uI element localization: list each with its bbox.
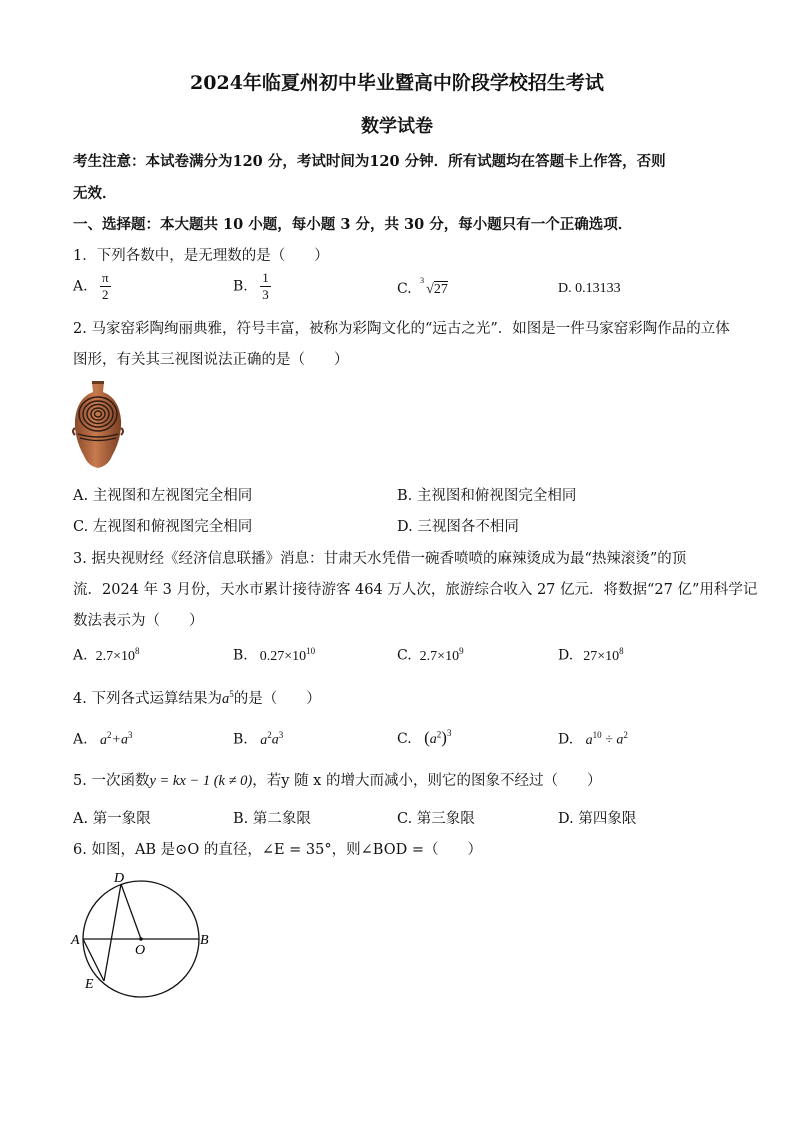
notice-line-1: 考生注意：本试卷满分为120 分，考试时间为120 分钟．所有试题均在答题卡上作答，否则 [73,153,666,170]
q4-stem: 4. 下列各式运算结果为$a^5$的是（ ） [73,689,321,707]
q4-option-c: C. $(a^2)^3$ [397,728,452,747]
notice-line-2: 无效． [73,185,117,202]
q3-stem-line-2: 流．2024 年 3 月份，天水市累计接待游客 464 万人次，旅游综合收入 27 亿元．将数据“27 亿”用科学记 [73,582,758,598]
q2-option-a: A. 主视图和左视图完全相同 [73,488,253,504]
q3-option-d: D. $27\times 10^8$ [558,646,624,664]
q1-option-a: A. $\frac{\pi}{2}$ [73,270,109,302]
q3-stem-line-1: 3. 据央视财经《经济信息联播》消息：甘肃天水凭借一碗香喷喷的麻辣烫成为最“热辣滚烫”的顶 [73,551,687,567]
q5-option-c: C. 第三象限 [397,811,475,827]
q5-option-b: B. 第二象限 [233,811,311,827]
section-heading: 一、选择题：本大题共 10 小题，每小题 3 分，共 30 分，每小题只有一个正确选项． [73,216,633,233]
q1-option-c: C. 3 √27 [397,276,448,297]
q2-option-c: C. 左视图和俯视图完全相同 [73,519,253,535]
q5-option-d: D. 第四象限 [558,811,637,827]
q5-stem: 5. 一次函数y = kx − 1 (k ≠ 0)，若y 随 x 的增大而减小，则它的图象不经过（ ） [73,773,602,789]
q6-stem: 6. 如图，AB 是⊙O 的直径，∠E = 35°，则∠BOD =（ ） [73,842,482,858]
label-o: O [135,943,146,958]
label-e: E [85,977,94,992]
q3-option-a: A. $2.7\times 10^8$ [73,646,140,664]
q1-option-b: B. $\frac{1}{3}$ [233,270,269,302]
exam-title: 2024年临夏州初中毕业暨高中阶段学校招生考试 [190,72,604,94]
q5-option-a: A. 第一象限 [73,811,151,827]
label-a: A [71,933,80,948]
q2-option-b: B. 主视图和俯视图完全相同 [397,488,577,504]
q4-option-b: B. $a^2a^3$ [233,730,284,748]
segment-do [121,884,141,939]
q3-option-b: B. $0.27\times 10^{10}$ [233,646,316,664]
q1-stem: 1．下列各数中，是无理数的是（ ） [73,248,329,264]
q4-option-a: A. $a^2+a^3$ [73,730,133,748]
q2-option-d: D. 三视图各不相同 [397,519,519,535]
center-point [139,937,143,941]
segment-ae [83,939,104,981]
segment-de [104,884,121,981]
pottery-vase-image [72,380,124,470]
q2-stem-line-2: 图形，有关其三视图说法正确的是（ ） [73,352,349,368]
label-d: D [114,871,125,886]
q3-stem-line-3: 数法表示为（ ） [73,613,204,629]
circle-geometry-diagram [66,868,226,1003]
exam-subtitle: 数学试卷 [361,116,433,137]
q3-option-c: C. $2.7\times 10^9$ [397,646,464,664]
q4-option-d: D. $a^{10} \div a^2$ [558,730,628,748]
q2-stem-line-1: 2. 马家窑彩陶绚丽典雅，符号丰富，被称为彩陶文化的“远古之光”．如图是一件马家窑彩陶作品的立体 [73,321,730,337]
q1-option-d: D. 0.13133 [558,281,621,296]
label-b: B [200,933,209,948]
